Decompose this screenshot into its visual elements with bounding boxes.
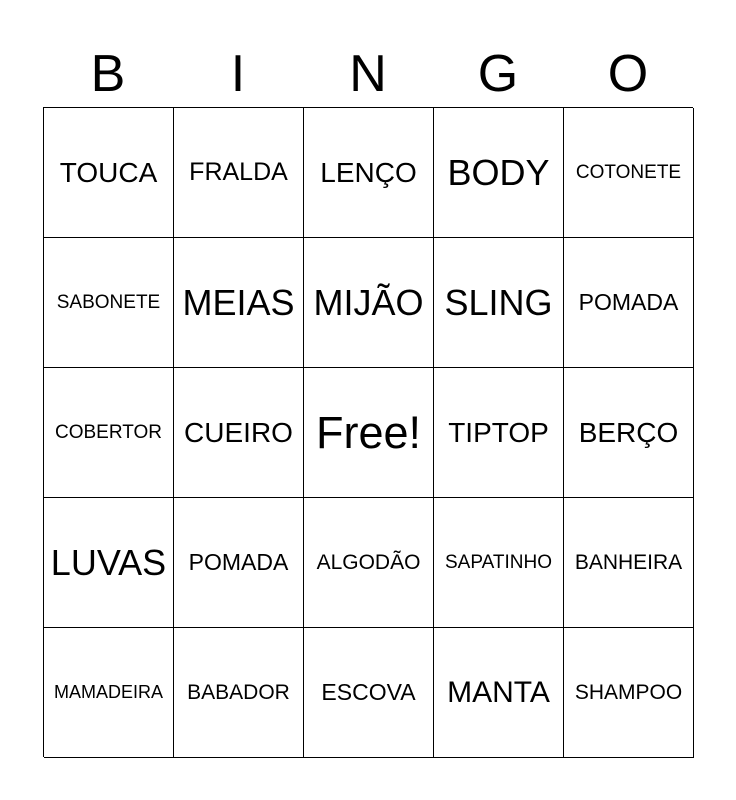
header-letter-n: N bbox=[349, 45, 387, 103]
bingo-cell[interactable]: BANHEIRA bbox=[564, 498, 694, 628]
bingo-cell[interactable]: MANTA bbox=[434, 628, 564, 758]
bingo-cell[interactable]: COTONETE bbox=[564, 108, 694, 238]
bingo-cell[interactable]: ESCOVA bbox=[304, 628, 434, 758]
header-letter-o: O bbox=[607, 45, 649, 103]
bingo-cell[interactable]: TOUCA bbox=[44, 108, 174, 238]
bingo-cell[interactable]: SAPATINHO bbox=[434, 498, 564, 628]
free-space-cell[interactable]: Free! bbox=[304, 368, 434, 498]
bingo-cell[interactable]: LENÇO bbox=[304, 108, 434, 238]
bingo-cell[interactable]: LUVAS bbox=[44, 498, 174, 628]
bingo-cell[interactable]: FRALDA bbox=[174, 108, 304, 238]
bingo-cell[interactable]: BODY bbox=[434, 108, 564, 238]
header-letter-b: B bbox=[90, 45, 126, 103]
header-letter-g: G bbox=[477, 45, 519, 103]
bingo-cell[interactable]: MAMADEIRA bbox=[44, 628, 174, 758]
bingo-cell[interactable]: POMADA bbox=[564, 238, 694, 368]
bingo-cell[interactable]: ALGODÃO bbox=[304, 498, 434, 628]
bingo-cell[interactable]: POMADA bbox=[174, 498, 304, 628]
bingo-board bbox=[43, 107, 693, 757]
bingo-cell[interactable]: COBERTOR bbox=[44, 368, 174, 498]
bingo-cell[interactable]: MEIAS bbox=[174, 238, 304, 368]
bingo-cell[interactable]: BABADOR bbox=[174, 628, 304, 758]
header-letter-i: I bbox=[230, 45, 246, 103]
bingo-header bbox=[43, 40, 693, 108]
bingo-cell[interactable]: CUEIRO bbox=[174, 368, 304, 498]
bingo-cell[interactable]: MIJÃO bbox=[304, 238, 434, 368]
bingo-cell[interactable]: SABONETE bbox=[44, 238, 174, 368]
bingo-cell[interactable]: BERÇO bbox=[564, 368, 694, 498]
bingo-cell[interactable]: SHAMPOO bbox=[564, 628, 694, 758]
bingo-cell[interactable]: SLING bbox=[434, 238, 564, 368]
bingo-cell[interactable]: TIPTOP bbox=[434, 368, 564, 498]
